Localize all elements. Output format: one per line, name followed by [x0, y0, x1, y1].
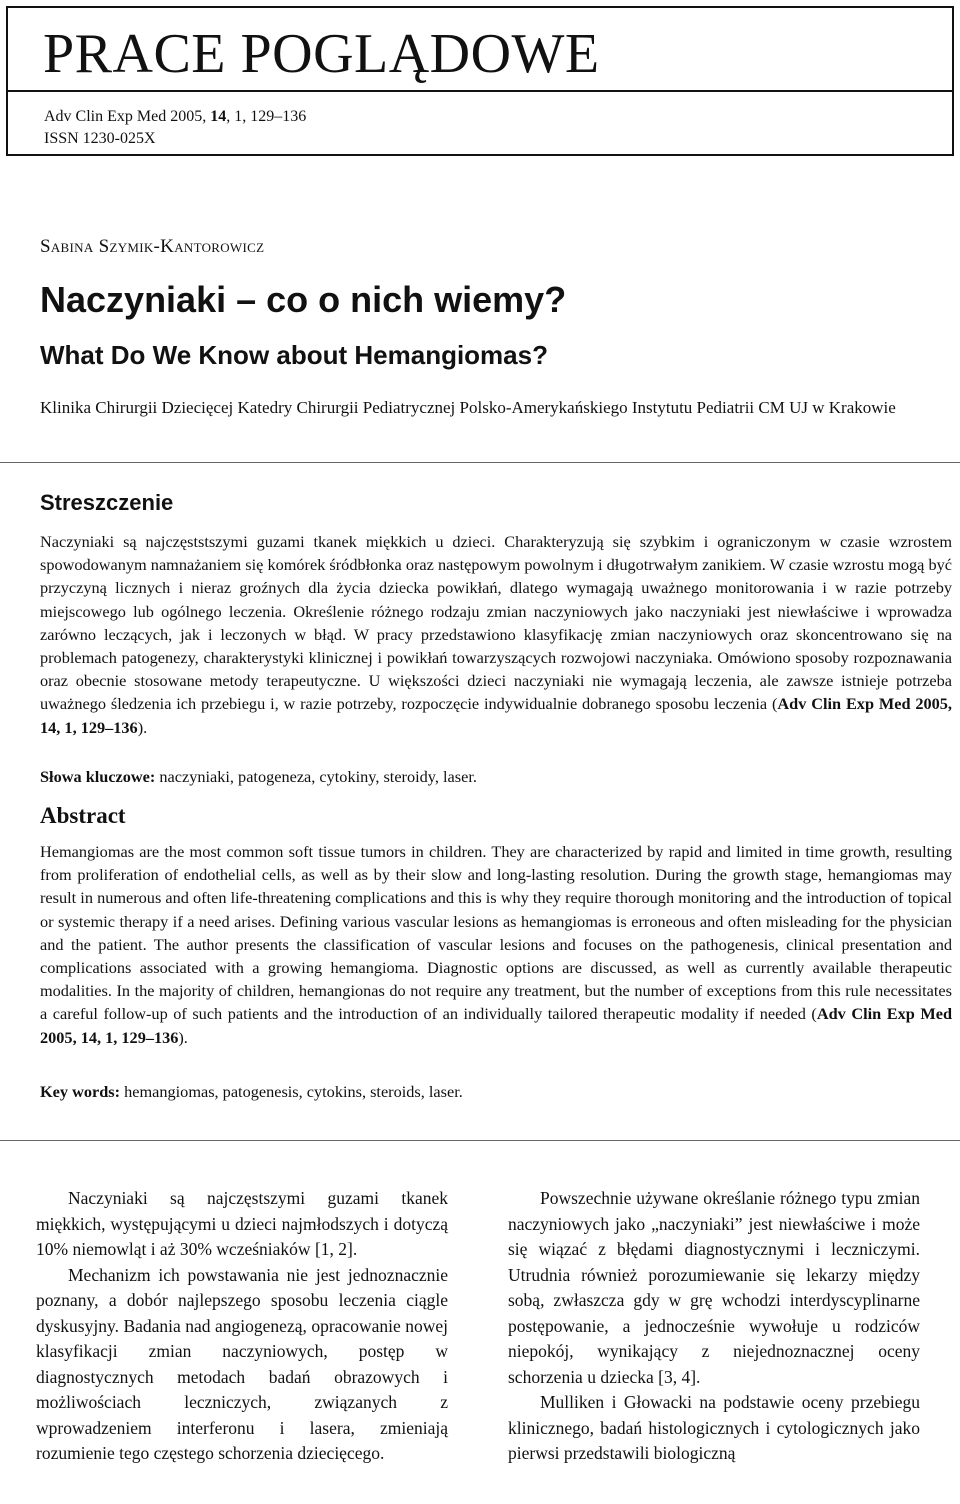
- keywords-polish: [40, 765, 952, 788]
- body-paragraph: Powszechnie używane określanie różnego typu zmian naczyniowych jako „naczyniaki” jest niewłaściwe i może się wiązać z błędami diagnostycznymi i leczniczymi. Utrudnia również porozumiewanie się lekarzy między sobą, zwłaszcza gdy w grę wchodzi interdyscyplinarne postępowanie, a jednocześnie wywołuje u rodziców niepokój, wynikający z niejednoznacznej oceny schorzenia u dziecka [3, 4].: [508, 1188, 920, 1387]
- volume-number: 14: [210, 108, 227, 125]
- body-paragraph: Mulliken i Głowacki na podstawie oceny przebiegu klinicznego, badań histologicznych i cytologicznych jako pierwsi przedstawili biologiczną: [508, 1392, 920, 1463]
- keywords-polish-label: Słowa kluczowe:: [40, 767, 156, 786]
- title-polish: Naczyniaki – co o nich wiemy?: [40, 279, 567, 320]
- keywords-english: [40, 1080, 952, 1103]
- keywords-polish-list: naczyniaki, patogeneza, cytokiny, steroidy, laser.: [155, 767, 477, 786]
- issn-line: ISSN 1230-025X: [44, 130, 156, 147]
- keywords-english-list: hemangiomas, patogenesis, cytokins, steroids, laser.: [120, 1082, 463, 1101]
- body-column-left: [36, 1186, 448, 1467]
- issue-pages: , 1, 129–136: [226, 108, 307, 125]
- body-column-right: [508, 1186, 920, 1467]
- streszczenie-text: Naczyniaki są najczęststszymi guzami tkanek miękkich u dzieci. Charakteryzują się szybkim i ograniczonym w czasie wzrostem spowodowanym namnażaniem się komórek śródbłonka oraz następowym powolnym i długotrwałym zanikiem. W czasie wzrostu mogą być przyczyną licznych i nieraz groźnych dla życia dziecka powikłań, dlatego wymagają uważnego monitorowania i w razie potrzeby miejscowego lub ogólnego leczenia. Określenie różnego rodzaju zmian naczyniowych jako naczyniaki jest niewłaściwe i wprowadza zarówno leczących, jak i leczonych w błąd. W pracy przedstawiono klasyfikację zmian naczyniowych oraz skoncentrowano się na problemach patogenezy, charakterystyki klinicznej i powikłań towarzyszących rozwojowi naczyniaka. Omówiono sposoby rozpoznawania oraz obecnie stosowane metody terapeutyczne. U większości dzieci naczyniaki nie wymagają leczenia, ale zawsze istnieje potrzeba uważnego śledzenia ich przebiegu i, w razie potrzeby, rozpoczęcie indywidualnie dobranego sposobu leczenia (: [40, 532, 952, 714]
- streszczenie-body: [40, 530, 952, 739]
- header-box: [6, 6, 954, 156]
- abstract-body: [40, 840, 952, 1049]
- journal-info: [44, 106, 306, 150]
- affiliation: Klinika Chirurgii Dziecięcej Katedry Chirurgii Pediatrycznej Polsko-Amerykańskiego Instytutu Pediatrii CM UJ w Krakowie: [40, 398, 896, 417]
- abstract-citation: Adv Clin Exp Med 2005, 14, 1, 129–136: [40, 1004, 952, 1047]
- journal-name: Adv Clin Exp Med 2005,: [44, 108, 211, 125]
- citation-line: [44, 106, 306, 128]
- streszczenie-citation: Adv Clin Exp Med 2005, 14, 1, 129–136: [40, 694, 952, 737]
- body-paragraph: Mechanizm ich powstawania nie jest jednoznacznie poznany, a dobór najlepszego sposobu leczenia ciągle dyskusyjny. Badania nad angiogenezą, opracowanie nowej klasyfikacji zmian naczyniowych, postęp w diagnostycznych metodach badań obrazowych i możliwościach leczniczych, związanych z wprowadzeniem interferonu i lasera, zmieniają rozumienie tego częstego schorzenia dziecięcego.: [36, 1264, 448, 1463]
- abstract-text: Hemangiomas are the most common soft tissue tumors in children. They are characterized by rapid and limited in time growth, resulting from proliferation of endothelial cells, as well as by their slow and long-lasting resolution. During the growth stage, hemangiomas may result in numerous and often life-threatening complications and this is why they require thorough monitoring and the introduction of topical or systemic therapy if a need arises. Defining various vascular lesions as hemangiomas is erroneous and often misleading for the physician and the patient. The author presents the classification of vascular lesions and focuses on the pathogenesis, clinical presentation and complications associated with a growing hemangioma. Diagnostic options are discussed, as well as currently available therapeutic modalities. In the majority of children, hemangionas do not require any treatment, but the number of exceptions from this rule necessitates a careful follow-up of such patients and the introduction of an individually tailored therapeutic modality if needed (: [40, 842, 952, 1024]
- streszczenie-heading: Streszczenie: [40, 490, 174, 515]
- author-name: Sabina Szymik-Kantorowicz: [40, 236, 265, 257]
- divider-bottom: [0, 1140, 960, 1141]
- title-english: What Do We Know about Hemangiomas?: [40, 340, 548, 370]
- divider-top: [0, 462, 960, 463]
- streszczenie-closing: ).: [137, 717, 148, 737]
- keywords-english-label: Key words:: [40, 1082, 121, 1101]
- abstract-heading: Abstract: [40, 803, 126, 828]
- section-band: [8, 8, 952, 92]
- body-paragraph: Naczyniaki są najczęstszymi guzami tkanek miękkich, występującymi u dzieci najmłodszych i dotyczą 10% niemowląt i aż 30% wcześniaków [1, 2].: [36, 1188, 448, 1259]
- abstract-closing: ).: [178, 1027, 188, 1047]
- section-label: PRACE POGLĄDOWE: [43, 23, 600, 85]
